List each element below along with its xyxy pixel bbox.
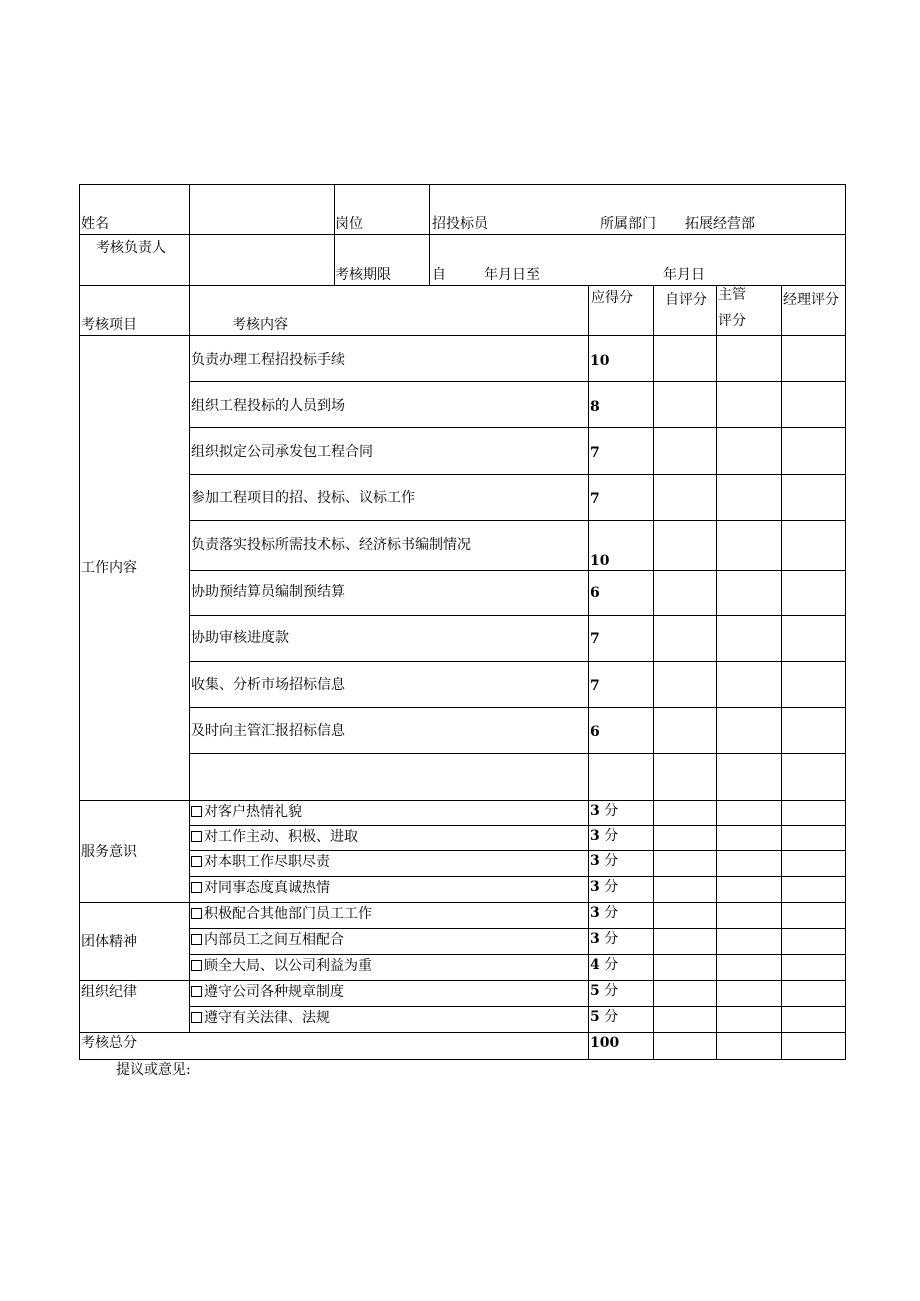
dept-value: 拓展经营部	[685, 216, 755, 232]
work-item-score: 10	[590, 553, 610, 569]
table-rule-vertical	[429, 234, 430, 285]
table-rule-vertical	[79, 184, 80, 1060]
table-rule-vertical	[781, 285, 782, 1060]
work-item-text: 参加工程项目的招、投标、议标工作	[191, 490, 415, 506]
work-item-score: 6	[590, 724, 600, 740]
total-score: 100	[590, 1035, 620, 1051]
reviewer-label: 考核负责人	[96, 240, 166, 256]
discipline-score: 5 分	[590, 1009, 619, 1025]
table-rule-vertical	[845, 184, 846, 1060]
appraisal-form-table	[79, 184, 846, 1060]
table-rule-horizontal	[189, 753, 846, 754]
dept-label: 所属部门	[600, 216, 656, 232]
work-item-score: 6	[590, 585, 600, 601]
table-rule-vertical	[588, 285, 589, 1060]
col-max-score-header: 应得分	[591, 290, 633, 306]
table-rule-horizontal	[79, 1059, 846, 1060]
table-rule-horizontal	[79, 1032, 846, 1033]
period-from: 自	[432, 267, 446, 283]
team-item: 积极配合其他部门员工工作	[191, 906, 372, 922]
period-mid: 年月日至	[484, 267, 540, 283]
team-score: 3 分	[590, 931, 619, 947]
col-item-header: 考核项目	[81, 317, 137, 333]
table-rule-vertical	[334, 234, 335, 285]
work-item-score: 7	[590, 445, 600, 461]
section-team-label: 团体精神	[81, 934, 137, 950]
service-item: 对本职工作尽职尽责	[191, 854, 330, 870]
section-discipline-label: 组织纪律	[81, 984, 137, 1000]
service-score: 3 分	[590, 853, 619, 869]
total-label: 考核总分	[81, 1035, 137, 1051]
service-score: 3 分	[590, 803, 619, 819]
work-item-score: 7	[590, 631, 600, 647]
checkbox-icon	[191, 882, 202, 893]
work-item-text: 协助审核进度款	[191, 630, 289, 646]
table-rule-horizontal	[189, 474, 846, 475]
col-manager-score-header: 经理评分	[783, 292, 839, 308]
table-rule-horizontal	[189, 850, 846, 851]
col-content-header: 考核内容	[232, 317, 288, 333]
team-score: 4 分	[590, 957, 619, 973]
table-rule-horizontal	[189, 954, 846, 955]
table-rule-vertical	[653, 285, 654, 1060]
work-item-score: 10	[590, 353, 610, 369]
section-service-label: 服务意识	[81, 844, 137, 860]
col-self-score-header: 自评分	[665, 292, 707, 308]
section-work-label: 工作内容	[81, 560, 137, 576]
service-score: 3 分	[590, 828, 619, 844]
service-score: 3 分	[590, 879, 619, 895]
table-rule-horizontal	[79, 800, 846, 801]
table-rule-horizontal	[189, 427, 846, 428]
checkbox-icon	[191, 1012, 202, 1023]
table-rule-horizontal	[189, 661, 846, 662]
table-rule-vertical	[429, 184, 430, 234]
checkbox-icon	[191, 934, 202, 945]
work-item-text: 负责办理工程招投标手续	[191, 352, 345, 368]
table-rule-horizontal	[189, 1006, 846, 1007]
table-rule-vertical	[334, 184, 335, 234]
table-rule-horizontal	[79, 234, 846, 235]
table-rule-vertical	[189, 184, 190, 1032]
work-item-score: 8	[590, 399, 600, 415]
team-score: 3 分	[590, 905, 619, 921]
checkbox-icon	[191, 986, 202, 997]
table-rule-horizontal	[79, 335, 846, 336]
checkbox-icon	[191, 960, 202, 971]
table-rule-horizontal	[189, 520, 846, 521]
checkbox-icon	[191, 806, 202, 817]
position-label: 岗位	[335, 216, 363, 232]
table-rule-horizontal	[189, 928, 846, 929]
work-item-text: 及时向主管汇报招标信息	[191, 723, 345, 739]
service-item: 对同事态度真诚热情	[191, 880, 330, 896]
service-item: 对工作主动、积极、进取	[191, 829, 358, 845]
work-item-text: 负责落实投标所需技术标、经济标书编制情况	[191, 537, 471, 553]
table-rule-horizontal	[189, 707, 846, 708]
table-rule-horizontal	[189, 570, 846, 571]
discipline-item: 遵守公司各种规章制度	[191, 984, 344, 1000]
period-end: 年月日	[663, 267, 705, 283]
table-rule-vertical	[716, 285, 717, 1060]
work-item-score: 7	[590, 678, 600, 694]
work-item-text: 收集、分析市场招标信息	[191, 677, 345, 693]
table-rule-horizontal	[79, 285, 846, 286]
team-item: 顾全大局、以公司利益为重	[191, 958, 372, 974]
table-rule-horizontal	[79, 184, 846, 185]
work-item-score: 7	[590, 491, 600, 507]
service-item: 对客户热情礼貌	[191, 804, 302, 820]
work-item-text: 协助预结算员编制预结算	[191, 584, 345, 600]
table-rule-horizontal	[79, 980, 846, 981]
position-value: 招投标员	[432, 216, 488, 232]
name-label: 姓名	[81, 216, 109, 232]
discipline-score: 5 分	[590, 983, 619, 999]
table-rule-horizontal	[189, 615, 846, 616]
work-item-text: 组织工程投标的人员到场	[191, 398, 345, 414]
checkbox-icon	[191, 908, 202, 919]
discipline-item: 遵守有关法律、法规	[191, 1010, 330, 1026]
table-rule-horizontal	[79, 902, 846, 903]
suggestions-label: 提议或意见:	[116, 1062, 191, 1078]
table-rule-horizontal	[189, 876, 846, 877]
team-item: 内部员工之间互相配合	[191, 932, 344, 948]
checkbox-icon	[191, 831, 202, 842]
work-item-text: 组织拟定公司承发包工程合同	[191, 444, 373, 460]
col-supervisor-header-1: 主管	[718, 287, 746, 303]
table-rule-horizontal	[189, 825, 846, 826]
col-supervisor-header-2: 评分	[718, 313, 746, 329]
period-label: 考核期限	[335, 267, 391, 283]
checkbox-icon	[191, 856, 202, 867]
table-rule-horizontal	[189, 381, 846, 382]
